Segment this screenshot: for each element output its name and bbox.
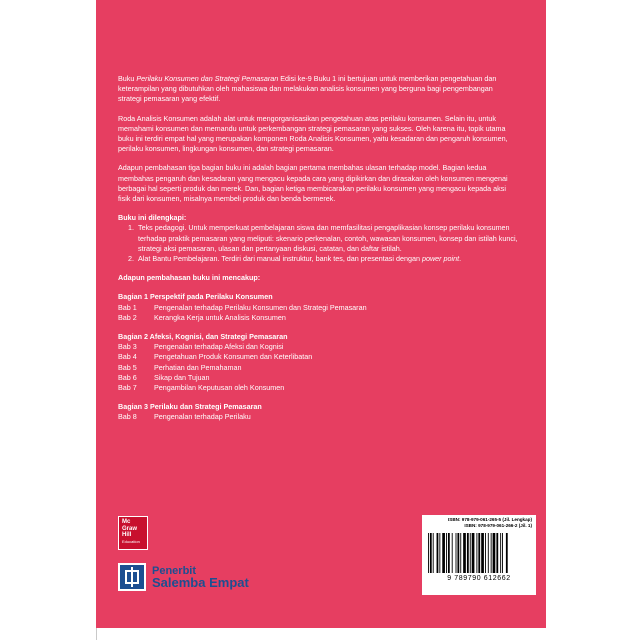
intro-pre: Buku xyxy=(118,74,137,83)
chapter-title: Sikap dan Tujuan xyxy=(154,372,210,382)
feature-text: Teks pedagogi. Untuk memperkuat pembelajaran siswa dan memfasilitasi pengaplikasian konsep perilaku konsumen terhadap praktik pemasaran yang meliputi: skenario perkenalan, contoh, wawasan konsumen, konsep dan istilah kunci, strategi aksi pemasaran, ulasan dan pertanyaan diskusi, catatan, dan daftar istilah. xyxy=(138,223,518,253)
part-title: Bagian 3 Perilaku dan Strategi Pemasaran xyxy=(118,402,262,412)
chapter-title: Pengetahuan Produk Konsumen dan Keterlibatan xyxy=(154,352,313,362)
chapter-line xyxy=(118,373,518,383)
chapter-number: Bab 3 xyxy=(118,342,137,352)
cover-text xyxy=(118,74,518,432)
part-section xyxy=(118,402,518,422)
chapter-line xyxy=(118,342,518,352)
chapter-title: Pengambilan Keputusan oleh Konsumen xyxy=(154,383,285,393)
chapter-number: Bab 1 xyxy=(118,302,137,312)
part-section xyxy=(118,292,518,323)
feature-tail: . xyxy=(459,254,462,264)
part-title: Bagian 2 Afeksi, Kognisi, dan Strategi Pemasaran xyxy=(118,332,288,342)
chapter-title: Pengenalan terhadap Perilaku xyxy=(154,412,251,422)
chapter-title: Kerangka Kerja untuk Analisis Konsumen xyxy=(154,312,286,322)
mcgraw-line-2: Graw xyxy=(122,525,138,532)
feature-italic: power point xyxy=(421,254,460,264)
isbn-line-1: ISBN: 978-979-061-265-5 (Jil. Lengkap) xyxy=(448,517,532,522)
feature-number: 2. xyxy=(128,254,134,264)
trim-mark xyxy=(96,628,97,640)
mcgraw-line-1: Mc xyxy=(122,519,131,525)
contents-heading: Adapun pembahasan buku ini mencakup: xyxy=(118,273,261,283)
feature-number: 1. xyxy=(128,223,134,233)
intro-paragraph xyxy=(118,74,518,105)
mcgraw-hill-logo xyxy=(118,516,148,550)
chapter-line xyxy=(118,383,518,393)
chapter-number: Bab 4 xyxy=(118,352,137,362)
part-title: Bagian 1 Perspektif pada Perilaku Konsumen xyxy=(118,292,273,302)
back-cover xyxy=(96,0,546,628)
chapter-line xyxy=(118,303,518,313)
barcode-digits: 9 789790 612662 xyxy=(447,575,511,582)
feature-item xyxy=(118,223,518,254)
chapter-number: Bab 8 xyxy=(118,412,137,422)
barcode-icon xyxy=(426,533,532,573)
chapter-line xyxy=(118,363,518,373)
part-section xyxy=(118,332,518,393)
feature-text-wrap xyxy=(138,254,518,264)
features-heading: Buku ini dilengkapi: xyxy=(118,213,187,223)
chapter-number: Bab 2 xyxy=(118,312,137,322)
publisher-name xyxy=(152,565,249,589)
publisher-line-1: Penerbit xyxy=(152,565,197,577)
feature-item xyxy=(118,254,518,264)
book-title-italic: Perilaku Konsumen dan Strategi Pemasaran xyxy=(136,74,279,83)
chapter-line xyxy=(118,352,518,362)
chapter-number: Bab 6 xyxy=(118,372,137,382)
chapter-line xyxy=(118,412,518,422)
publisher-logo xyxy=(118,560,278,594)
chapter-title: Pengenalan terhadap Perilaku Konsumen dan Strategi Pemasaran xyxy=(154,302,367,312)
mcgraw-line-4: Education xyxy=(122,538,140,544)
chapter-number: Bab 7 xyxy=(118,383,137,393)
paragraph-3: Adapun pembahasan tiga bagian buku ini adalah bagian pertama membahas ulasan terhadap model. Bagian kedua membahas pengaruh dan kesadaran yang mengacu kepada cara yang dipikirkan dan dirasakan oleh konsumen mengenai berbagai hal seperti produk dan merek. Dan, bagian ketiga membicarakan perilaku konsumen yang mengacu kepada aksi fisik dari konsumen, misalnya membeli produk dan benda bermerek. xyxy=(118,163,508,204)
isbn-barcode-block xyxy=(422,515,536,595)
intro-post: Edisi ke-9 Buku 1 ini bertujuan untuk memberikan pengetahuan dan keterampilan yang dibutuhkan oleh mahasiswa dan melakukan analisis konsumen yang berguna bagi pengembangan strategi pemasaran yang efektif. xyxy=(118,74,497,104)
chapter-title: Perhatian dan Pemahaman xyxy=(154,362,242,372)
chapter-line xyxy=(118,313,518,323)
isbn-line-2: ISBN: 978-979-061-266-2 (Jil. 1) xyxy=(464,523,532,528)
features-list xyxy=(118,213,518,264)
feature-text: Alat Bantu Pembelajaran. Terdiri dari manual instruktur, bank tes, dan presentasi dengan xyxy=(138,254,422,264)
chapter-title: Pengenalan terhadap Afeksi dan Kognisi xyxy=(154,342,284,352)
mcgraw-line-3: Hill xyxy=(122,532,132,539)
chapter-number: Bab 5 xyxy=(118,362,137,372)
publisher-line-2: Salemba Empat xyxy=(152,575,249,590)
paragraph-2: Roda Analisis Konsumen adalah alat untuk mengorganisasikan pengetahuan atas perilaku konsumen. Selain itu, untuk memahami konsumen dan memandu untuk perkembangan strategi pemasaran yang sukses. Oleh karena itu, topik utama buku ini terdiri empat hal yang merupakan komponen Roda Analisis Konsumen, yaitu kesadaran dan pengaruh konsumen, perilaku konsumen, lingkungan konsumen, dan strategi pemasaran. xyxy=(118,113,508,154)
publisher-mark-icon xyxy=(118,563,146,591)
